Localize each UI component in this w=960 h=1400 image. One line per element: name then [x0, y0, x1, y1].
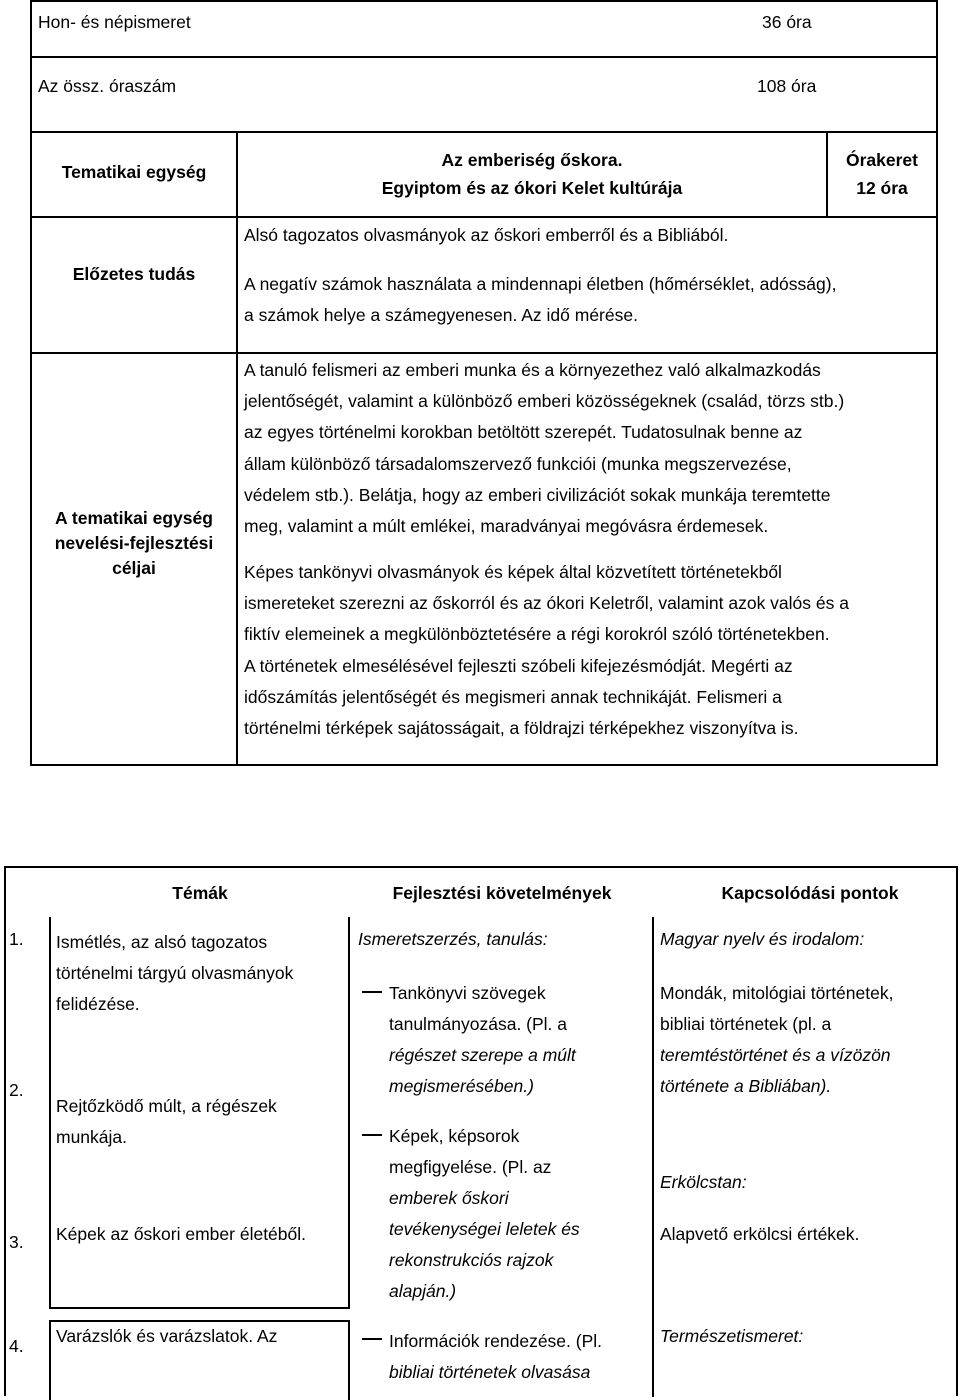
dash-bullet	[362, 991, 382, 993]
req-line: rekonstrukciós rajzok	[389, 1250, 554, 1270]
unit-hours	[828, 146, 936, 202]
unit-hours-value: 12 óra	[856, 178, 908, 198]
requirement-3	[389, 1326, 602, 1388]
topic-number: 1.	[9, 929, 24, 949]
goals-p1-line: állam különböző társadalomszervező funkciói (munka megszervezése,	[244, 453, 792, 474]
goals-p2-line: történelmi térképek sajátosságait, a földrajzi térképekhez viszonyítva is.	[244, 718, 799, 739]
goals-p1-line: meg, valamint a múlt emlékei, maradványai megóvásra érdemesek.	[244, 516, 769, 537]
requirement-1	[389, 978, 576, 1102]
requirements-heading: Ismeretszerzés, tanulás:	[358, 929, 548, 949]
goals-label	[32, 506, 236, 581]
conn-line: teremtéstörténet és a vízözön	[660, 1045, 891, 1065]
total-hours: 108 óra	[757, 76, 817, 96]
prior-line2: A negatív számok használata a mindennapi életben (hőmérséklet, adósság),	[244, 274, 837, 294]
unit-title-line2: Egyiptom és az ókori Kelet kultúrája	[381, 178, 683, 198]
goals-label-line2: nevelési-fejlesztési	[54, 533, 214, 553]
goals-p2-line: A történetek elmesélésével fejleszti szóbeli kifejezésmódját. Megérti az	[244, 655, 793, 676]
req-line: Információk rendezése. (Pl.	[389, 1331, 603, 1351]
topic-4	[56, 1326, 277, 1347]
goals-paragraph-2	[244, 557, 849, 744]
req-line: megismerésében.)	[389, 1076, 534, 1096]
col-header-requirements: Fejlesztési követelmények	[392, 883, 612, 903]
divider	[30, 131, 938, 133]
topic-3	[56, 1224, 306, 1245]
topic-number: 2.	[9, 1080, 24, 1100]
dash-bullet	[362, 1134, 382, 1136]
topic-number: 3.	[9, 1232, 24, 1252]
connection-literature	[660, 978, 893, 1102]
topic-line: munkája.	[56, 1127, 128, 1147]
col-header-topics: Témák	[172, 883, 228, 903]
unit-title-line1: Az emberiség őskora.	[441, 150, 623, 170]
divider	[652, 917, 654, 1397]
prior-label: Előzetes tudás	[72, 264, 196, 284]
conn-line: története a Bibliában).	[660, 1076, 832, 1096]
subject-hours: 36 óra	[762, 12, 812, 32]
req-line: Képek, képsorok	[389, 1126, 520, 1146]
total-label: Az össz. óraszám	[38, 76, 177, 96]
divider	[30, 216, 938, 218]
goals-p1-line: jelentőségét, valamint a különböző emberi közösségeknek (család, törzs stb.)	[244, 391, 845, 412]
prior-line1: Alsó tagozatos olvasmányok az őskori emberről és a Bibliából.	[244, 225, 729, 245]
topic-line: Ismétlés, az alsó tagozatos	[56, 932, 268, 952]
requirement-2	[389, 1121, 580, 1307]
connection-heading-ethics: Erkölcstan:	[660, 1172, 747, 1192]
goals-p2-line: Képes tankönyvi olvasmányok és képek által közvetített történetekből	[244, 562, 782, 582]
dash-bullet	[362, 1338, 382, 1340]
goals-p2-line: fiktív elemeinek a megkülönböztetésére a régi korokról szóló történetekben.	[244, 624, 830, 645]
req-line: Tankönyvi szövegek	[389, 983, 546, 1003]
goals-label-line3: céljai	[112, 558, 156, 578]
connection-heading-literature: Magyar nyelv és irodalom:	[660, 929, 865, 949]
req-line: bibliai történetek olvasása	[389, 1362, 591, 1382]
goals-p1-line: A tanuló felismeri az emberi munka és a környezethez való alkalmazkodás	[244, 360, 821, 380]
topic-line: Képek az őskori ember életéből.	[56, 1224, 306, 1244]
connection-ethics: Alapvető erkölcsi értékek.	[660, 1224, 860, 1244]
req-line: megfigyelése. (Pl. az	[389, 1157, 552, 1177]
topic-1	[56, 927, 293, 1020]
col-header-connections: Kapcsolódási pontok	[721, 883, 899, 903]
divider	[236, 131, 238, 766]
connection-heading-science: Természetismeret:	[660, 1326, 804, 1346]
topic-line: történelmi tárgyú olvasmányok	[56, 963, 294, 983]
goals-p1-line: az egyes történelmi korokban betöltött szerepét. Tudatosulnak benne az	[244, 422, 803, 443]
subject-name: Hon- és népismeret	[38, 12, 191, 32]
req-line: régészet szerepe a múlt	[389, 1045, 576, 1065]
topic-line: felidézése.	[56, 994, 140, 1014]
prior-line3: a számok helye a számegyenesen. Az idő mérése.	[244, 305, 638, 325]
divider	[30, 352, 938, 354]
req-line: emberek őskori	[389, 1188, 509, 1208]
conn-line: bibliai történetek (pl. a	[660, 1014, 832, 1034]
req-line: tevékenységei leletek és	[389, 1219, 580, 1239]
unit-title	[238, 146, 826, 202]
unit-hours-label: Órakeret	[846, 150, 918, 170]
goals-p1-line: védelem stb.). Belátja, hogy az emberi civilizációt sokak munkája teremtette	[244, 484, 831, 505]
topic-2	[56, 1091, 277, 1153]
goals-p2-line: időszámítás jelentőségét és megismeri annak technikáját. Felismeri a	[244, 686, 782, 707]
req-line: tanulmányozása. (Pl. a	[389, 1014, 568, 1034]
conn-line: Mondák, mitológiai történetek,	[660, 983, 894, 1003]
divider	[49, 1320, 350, 1322]
unit-label: Tematikai egység	[61, 162, 207, 182]
topic-line: Varázslók és varázslatok. Az	[56, 1326, 278, 1346]
topic-line: Rejtőzködő múlt, a régészek	[56, 1096, 277, 1116]
goals-label-line1: A tematikai egység	[55, 508, 213, 528]
goals-p2-line: ismereteket szerezni az őskorról és az ókori Keletről, valamint azok valós és a	[244, 593, 849, 614]
goals-paragraph-1	[244, 355, 844, 542]
divider	[49, 1307, 350, 1309]
req-line: alapján.)	[389, 1281, 457, 1301]
topic-number: 4.	[9, 1336, 24, 1356]
divider	[30, 56, 938, 58]
